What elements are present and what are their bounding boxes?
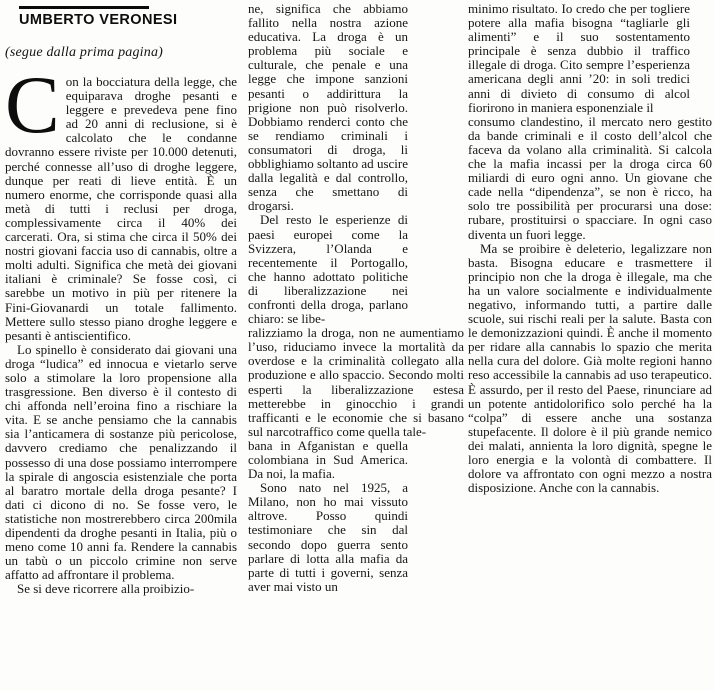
article-paragraph: bana in Afganistan e quella colombiana in Sud America. Da noi, la mafia. xyxy=(248,437,408,482)
article-paragraph: Ma se proibire è deleterio, legalizzare non basta. Bisogna educare e trasmettere il principio non che la droga è illegale, ma che ha un valore socialmente e individualmente negativo, informando tutti, a partire dalle scuole, sui rischi reali per la salute. Basta con le demonizzazioni quindi. È anche il momento per ridare alla cannabis lo spazio che merita nella cura del dolore. Già molte regioni hanno reso accessibile la cannabis ad uso terapeutico. È assurdo, per il resto del Paese, rinunciare ad un potente antidolorifico solo perché ha la “colpa” di essere anche una sostanza stupefacente. Il dolore è il più grande nemico dei malati, annienta la loro dignità, spegne le loro energia e la volontà di combattere. Il dolore va affrontato con ogni mezzo a nostra disposizione. Anche con la cannabis. xyxy=(468,240,712,496)
article-paragraph: minimo risultato. Io credo che per togliere potere alla mafia bisogna “tagliarle gli alimenti” e il suo sostentamento principale è senza dubbio il traffico illegale di droga. Cito sempre l’esperienza americana degli anni ’20: in soli tredici anni di divieto di consumo di alcol fiorirono in maniera esponenziale il xyxy=(468,2,690,115)
article-paragraph: Sono nato nel 1925, a Milano, non ho mai vissuto altrove. Posso quindi testimoniare che sin dal secondo dopo guerra sento parlare di lotta alla mafia da parte di tutti i governi, senza aver mai visto un xyxy=(248,480,408,594)
article-column-2 xyxy=(248,2,464,691)
column-3-segment-narrow-top xyxy=(468,2,690,115)
article-paragraph-lead-text: on la bocciatura della legge, che equiparava droghe pesanti e leggere e prevedeva pene fino ad 20 anni di reclusione, si è calcolato che le condanne dovranno essere riviste per 10.000 detenuti, perché connesse all’uso di droghe leggere, dunque per reati di lieve entità. È un numero enorme, che corrisponde quasi alla metà di tutti i reclusi per droga, complessivamente circa il 40% dei carcerati. Ora, si stima che circa il 50% dei nostri giovani faccia uso di cannabis, oltre a molti adulti. Significa che metà dei giovani italiani è criminale? Se fosse così, ci sarebbe un motivo in più per ritenere la Fini-Giovanardi un totale fallimento. Mettere sullo stesso piano droghe leggere e pesanti è antiscientifico. xyxy=(5,75,237,343)
article-paragraph: Del resto le esperienze di paesi europei come la Svizzera, l’Olanda e recentemente il Portogallo, che hanno adottato politiche di liberalizzazione nei confronti della droga, parlano chiaro: se libe- xyxy=(248,212,408,327)
column-2-segment-wide-middle xyxy=(248,326,464,439)
drop-cap: C xyxy=(5,75,60,150)
column-3-segment-wide-bottom xyxy=(468,115,712,496)
article-paragraph: ralizziamo la droga, non ne aumentiamo l’uso, riduciamo invece la mortalità da overdose e la criminalità collegato alla produzione e allo spaccio. Secondo molti esperti la liberalizzazione estesa metterebbe in ginocchio i grandi trafficanti e le economie che si basano sul narcotraffico come quella tale- xyxy=(248,325,464,439)
article-paragraph-lead xyxy=(5,75,237,343)
article-paragraph: ne, significa che abbiamo fallito nella nostra azione educativa. La droga è un problema più sociale e culturale, che penale e una legge che impone sanzioni pesanti o addirittura la prigione non può risolverlo. Dobbiamo renderci conto che se rendiamo criminali i consumatori di droga, li obblighiamo soltanto ad uscire dalla legalità e dal controllo, senza che smettano di drogarsi. xyxy=(248,2,408,214)
article-column-3 xyxy=(468,2,712,691)
continuation-note: (segue dalla prima pagina) xyxy=(5,45,164,60)
author-rule-divider xyxy=(19,6,149,9)
article-paragraph: Lo spinello è considerato dai giovani una droga “ludica” ed innocua e vietarlo serve solo a stimolare la loro propensione alla trasgressione. Ben diverso è il contesto di chi affonda nell’eroina fino a rischiare la vita. E se anche pensiamo che la cannabis sia l’anticamera di sostanze più pericolose, davvero crediamo che penalizzando il possesso di una dose possiamo interrompere la spirale di angoscia esistenziale che porta al baratro mortale della droga pesante? I dati ci dicono di no. Se fosse vero, le statistiche non mostrerebbero circa 200mila dipendenti da droghe pesanti in Italia, più o meno come 10 anni fa. Rendere la cannabis un tabù o un piccolo crimine non serve affatto ad affrontare il problema. xyxy=(5,341,237,583)
article-paragraph: consumo clandestino, il mercato nero gestito da bande criminali e il costo dell’alcol che faceva da volano alla criminalità. Si calcola che la mafia incassi per la droga circa 60 miliardi di euro ogni anno. Un giovane che cade nella “dipendenza”, se non è ricco, ha solo tre possibilità per procurarsi una dose: rubare, prostituirsi o spacciare. In ogni caso diventa un fuori legge. xyxy=(468,113,712,242)
author-kicker: UMBERTO VERONESI xyxy=(19,12,178,28)
article-column-1 xyxy=(5,75,237,687)
column-2-segment-narrow-bottom xyxy=(248,439,408,594)
article-paragraph: Se si deve ricorrere alla proibizio- xyxy=(17,581,195,597)
column-2-segment-narrow-top xyxy=(248,2,408,326)
